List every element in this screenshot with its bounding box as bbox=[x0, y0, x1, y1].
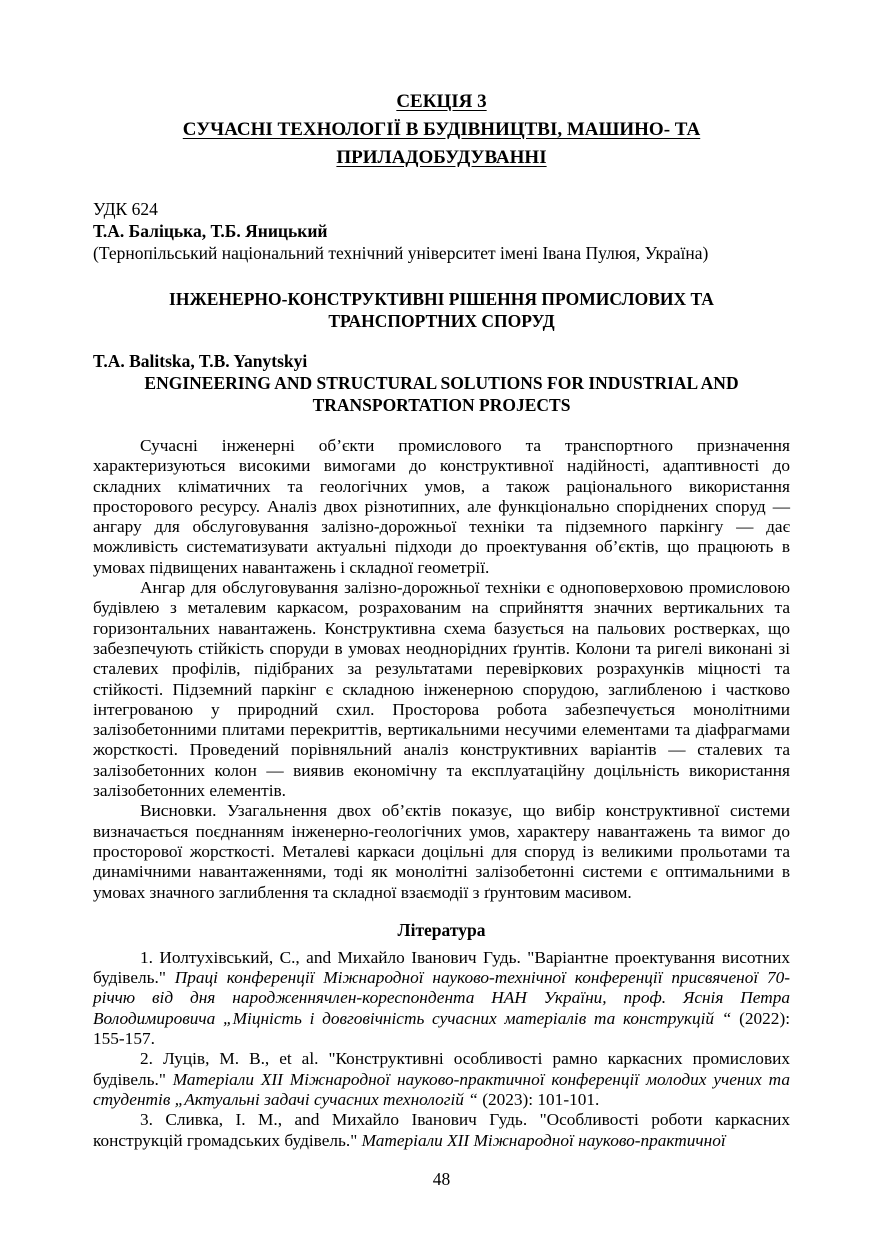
body-paragraph: Ангар для обслуговування залізно-дорожньої техніки є одноповерховою промисловою будівлею з металевим каркасом, розрахованим на сприйняття значних вертикальних та горизонтальних навантажень. Конструктивна схема базується на пальових ростверках, що забезпечують стійкість споруди в умовах неоднорідних ґрунтів. Колони та ригелі виконані зі сталевих профілів, підібраних за результатами перевіркових розрахунків міцності та стійкості. Підземний паркінг є складною інженерною спорудою, заглибленою і частково інтегрованою у природний схил. Просторова робота забезпечується монолітними залізобетонними плитами перекриттів, вертикальними несучими елементами та діафрагмами жорсткості. Проведений порівняльний аналіз конструктивних варіантів — сталевих та залізобетонних колон — виявив економічну та експлуатаційну доцільність використання залізобетонних елементів. bbox=[93, 578, 790, 801]
article-title-en: ENGINEERING AND STRUCTURAL SOLUTIONS FOR INDUSTRIAL AND TRANSPORTATION PROJECTS bbox=[144, 373, 739, 415]
reference-item: 3. Сливка, І. М., and Михайло Іванович Гудь. "Особливості роботи каркасних конструкцій громадських будівель." Матеріали XII Міжнародної науково-практичної bbox=[93, 1110, 790, 1150]
english-heading-block bbox=[93, 350, 790, 416]
authors-ua: Т.А. Баліцька, Т.Б. Яницький bbox=[93, 221, 328, 241]
article-meta bbox=[93, 198, 790, 264]
section-header bbox=[93, 88, 790, 172]
article-title-ua: ІНЖЕНЕРНО-КОНСТРУКТИВНІ РІШЕННЯ ПРОМИСЛОВИХ ТА ТРАНСПОРТНИХ СПОРУД bbox=[169, 289, 714, 331]
body-paragraph: Сучасні інженерні об’єкти промислового та транспортного призначення характеризуються високими вимогами до конструктивної надійності, адаптивності до складних кліматичних та геологічних умов, а також раціонального використання просторового ресурсу. Аналіз двох різнотипних, але функціонально споріднених споруд — ангару для обслуговування залізно-дорожньої техніки та підземного паркінгу — дає можливість систематизувати актуальні підходи до проектування об’єктів, що працюють в умовах підвищених навантажень і складної геометрії. bbox=[93, 436, 790, 577]
udc-label: УДК 624 bbox=[93, 199, 158, 219]
reference-item: 1. Иолтухівський, С., and Михайло Іванович Гудь. "Варіантне проектування висотних будівель." Праці конференції Міжнародної науково-технічної конференції присвяченої 70-річчю від дня народженнячлен-кореспондента НАН України, проф. Яснія Петра Володимировича „Міцність і довговічність сучасних матеріалів та конструкцій “ (2022): 155-157. bbox=[93, 947, 791, 1049]
references-list bbox=[93, 948, 790, 1151]
section-title: СУЧАСНІ ТЕХНОЛОГІЇ В БУДІВНИЦТВІ, МАШИНО- ТА ПРИЛАДОБУДУВАННІ bbox=[182, 119, 701, 168]
references-heading: Література bbox=[397, 919, 486, 940]
article-body bbox=[93, 436, 790, 903]
body-paragraph: Висновки. Узагальнення двох об’єктів показує, що вибір конструктивної системи визначається поєднанням інженерно-геологічних умов, характеру навантажень та вимог до просторової жорсткості. Металеві каркаси доцільні для споруд із великими прольотами та динамічними навантаженнями, тоді як монолітні залізобетонні системи є оптимальними в умовах значного заглиблення та складної взаємодії з ґрунтовим масивом. bbox=[93, 801, 790, 902]
section-number: СЕКЦІЯ 3 bbox=[396, 91, 487, 112]
authors-en: T.A. Balitska, T.B. Yanytskyi bbox=[93, 351, 308, 371]
reference-item: 2. Луців, М. В., et al. "Конструктивні особливості рамно каркасних промислових будівель." Матеріали XII Міжнародної науково-практичної конференції молодих учених та студентів „Актуальні задачі сучасних технологій “ (2023): 101-101. bbox=[93, 1049, 790, 1109]
page-number: 48 bbox=[432, 1169, 451, 1189]
affiliation: (Тернопільський національний технічний університет імені Івана Пулюя, Україна) bbox=[93, 243, 709, 263]
